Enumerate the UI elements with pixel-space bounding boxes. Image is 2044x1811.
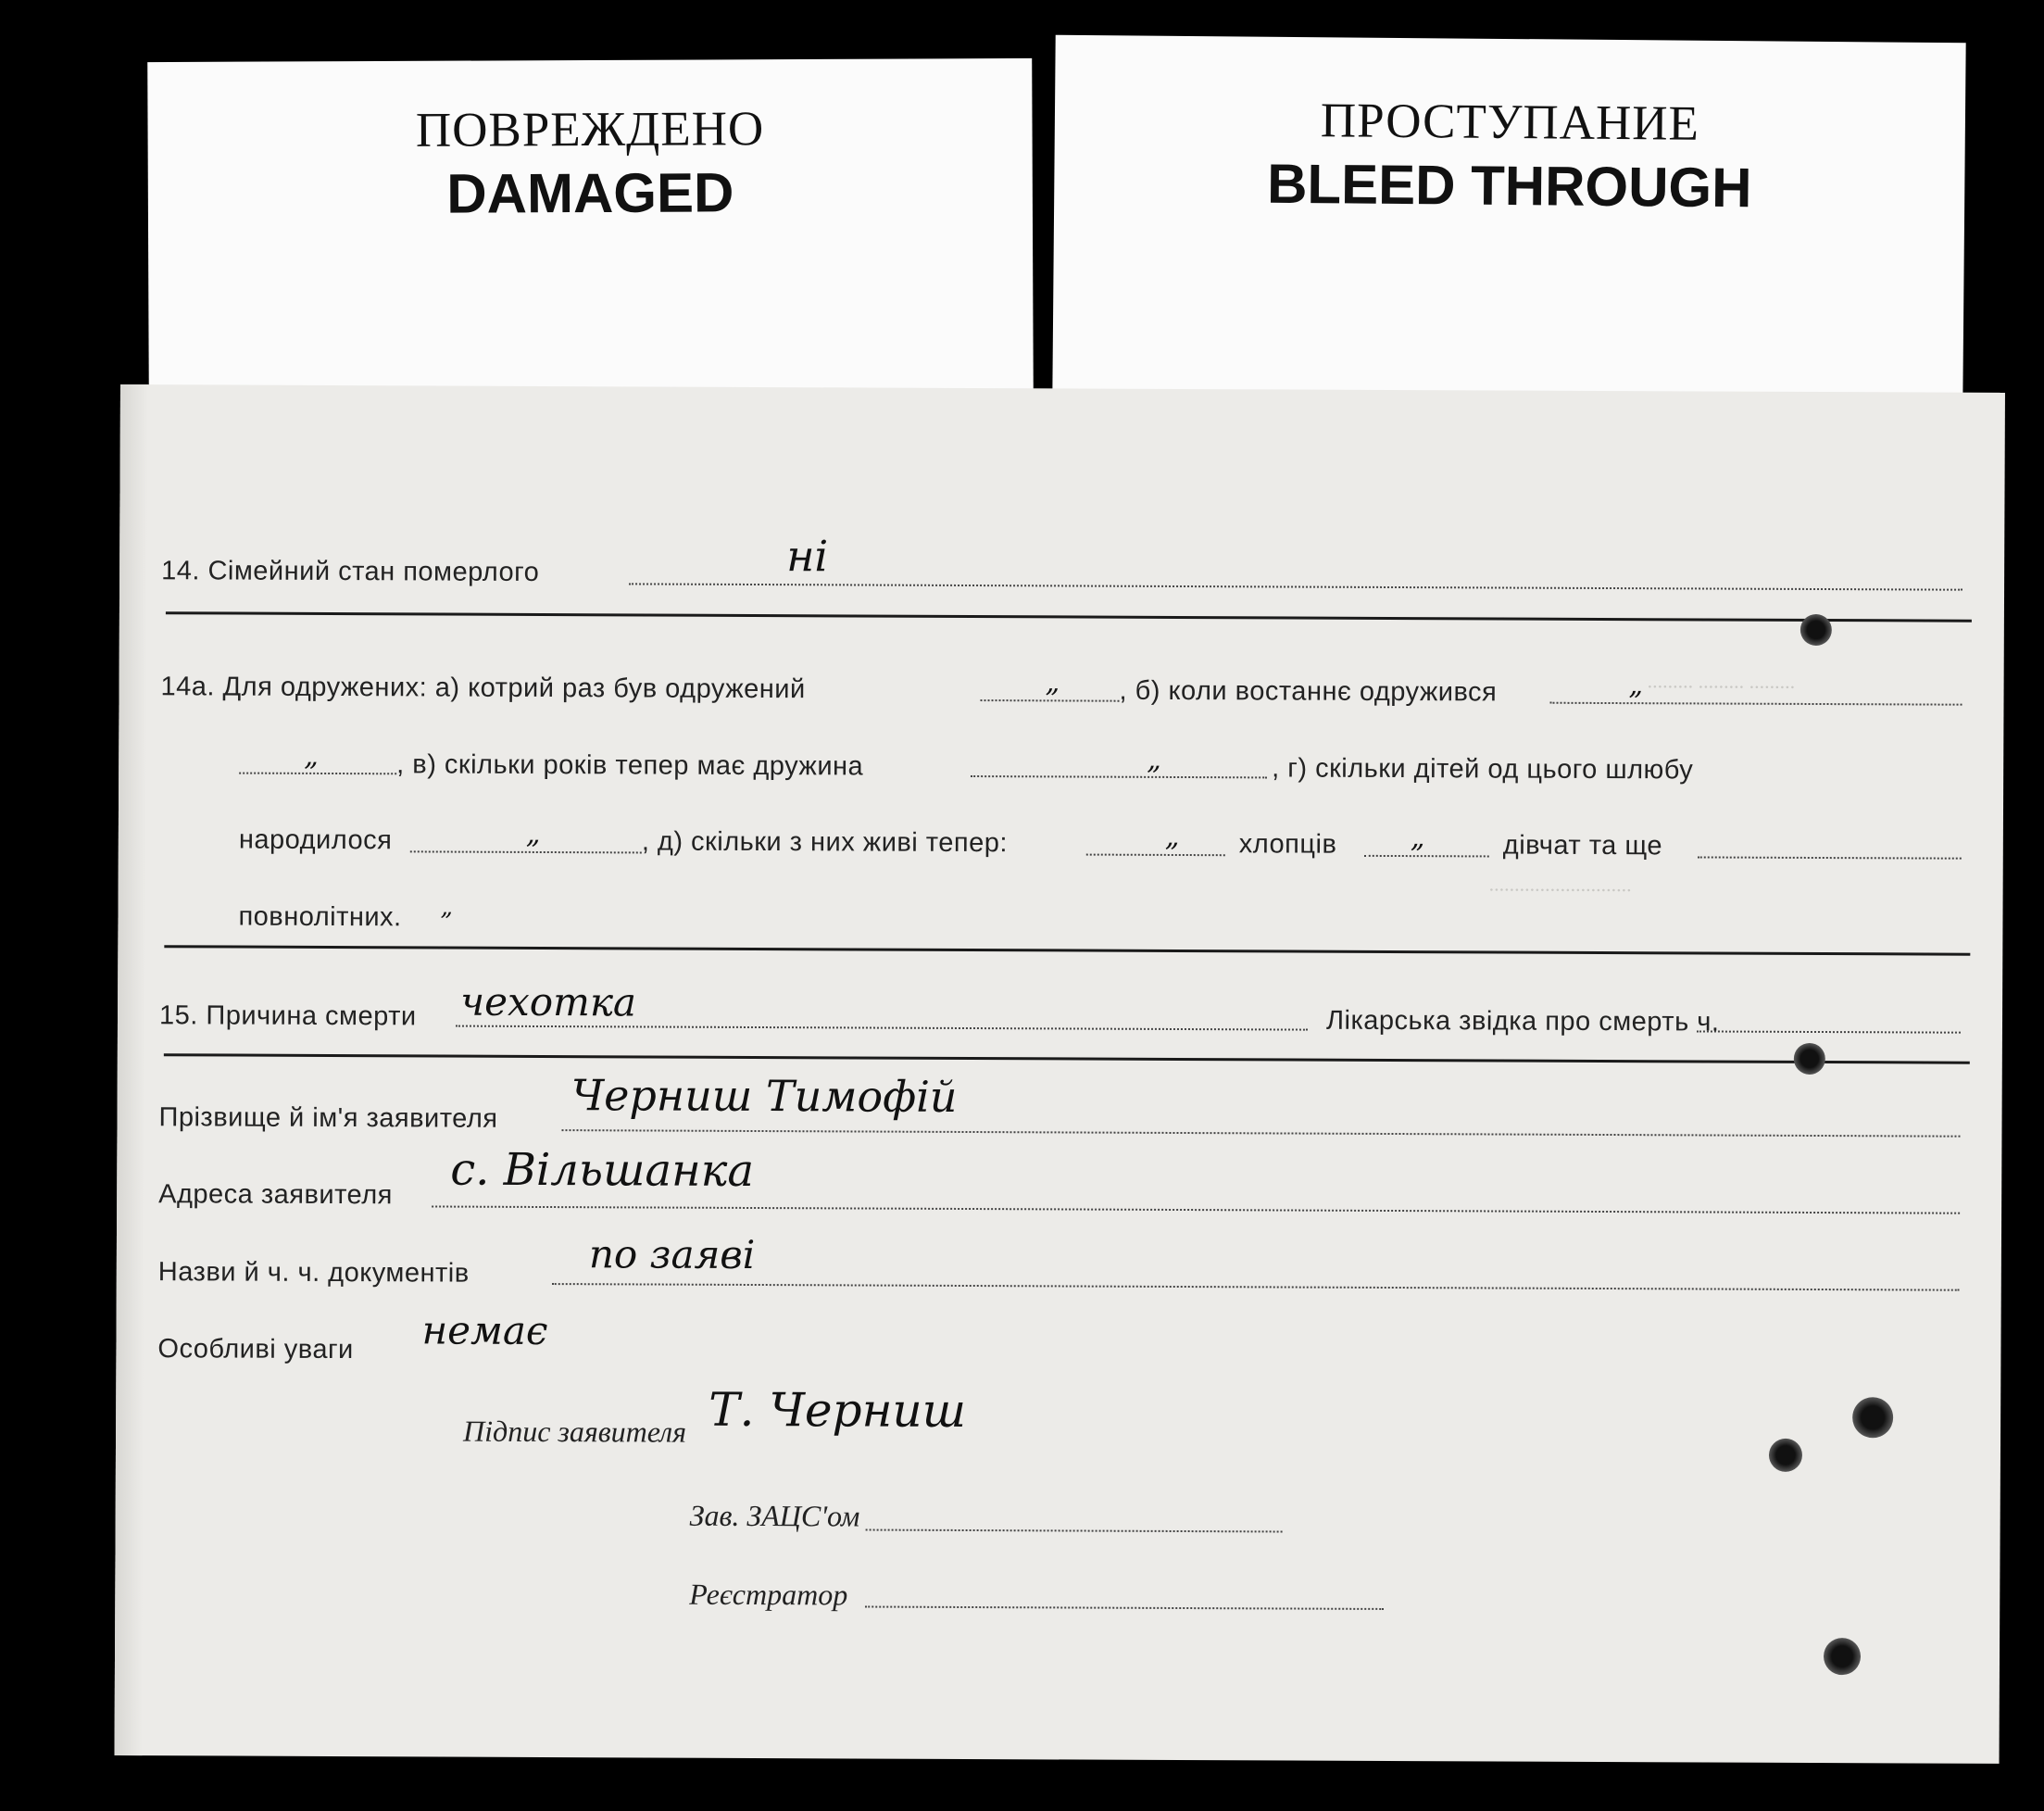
field-15-line (456, 1025, 1308, 1031)
zags-label: Зав. ЗАЦС'ом (689, 1498, 860, 1533)
field-15-medical-line (1697, 1030, 1961, 1033)
field-14a-boys-line (1086, 854, 1225, 857)
documents-value: по заяві (588, 1231, 756, 1277)
punch-hole (1769, 1439, 1802, 1472)
field-14-value: ні (786, 531, 829, 582)
field-14a-b-value: „ (1628, 669, 1644, 702)
field-14a-c-line (971, 775, 1267, 778)
bleed-card-en: BLEED THROUGH (1266, 152, 1752, 220)
signature-value: Т. Черниш (709, 1382, 967, 1438)
field-14a-born-label: народилося (238, 824, 393, 856)
damaged-card (147, 58, 1034, 396)
punch-hole (1800, 614, 1832, 646)
field-14a-a-value: „ (1045, 666, 1060, 699)
field-14a-girls-label: дівчат та ще (1502, 830, 1663, 861)
field-14a-b-line (1550, 702, 1962, 706)
field-14a-born-value: „ (525, 817, 541, 850)
applicant-name-value: Черниш Тимофій (571, 1070, 958, 1122)
documents-label: Назви й ч. ч. документів (157, 1257, 470, 1289)
field-14a-b-cont: „ (304, 739, 319, 773)
field-14-label: 14. Сімейний стан померлого (161, 556, 540, 587)
section-divider (166, 611, 1972, 623)
damaged-card-ru: ПОВРЕЖДЕНО (415, 102, 765, 157)
field-14a-c-pre-line (239, 773, 396, 775)
field-15-value: чехотка (459, 978, 637, 1025)
applicant-address-value: с. Вільшанка (450, 1143, 755, 1197)
death-record-form (115, 384, 2005, 1764)
field-14a-c-label: , в) скільки років тепер має дружина (396, 749, 864, 782)
bleed-ghost-text: ......... ......... ......... (1647, 669, 1796, 693)
registrar-line (865, 1606, 1384, 1610)
punch-hole (1794, 1043, 1825, 1075)
bleed-card-ru: ПРОСТУПАНИЕ (1320, 94, 1700, 151)
field-14a-a-line (981, 699, 1120, 702)
registrar-label: Реєстратор (689, 1577, 848, 1612)
applicant-address-label: Адреса заявителя (158, 1179, 393, 1211)
field-14a-girls-value: „ (1410, 822, 1425, 855)
section-divider (164, 1053, 1970, 1064)
damaged-card-en: DAMAGED (446, 161, 734, 225)
field-14a-born-line (410, 850, 642, 853)
field-15-label: 15. Причина смерти (158, 1000, 417, 1032)
field-14a-b-label: , б) коли востаннє одружився (1119, 675, 1498, 708)
notes-label: Особливі уваги (157, 1334, 354, 1365)
field-14a-boys-value: „ (1164, 820, 1180, 853)
field-14a-boys-label: хлопців (1238, 829, 1337, 860)
field-14a-minors-value: „ (440, 893, 454, 922)
field-15-medical-label: Лікарська звідка про смерть ч. (1325, 1005, 1720, 1038)
zags-line (866, 1529, 1283, 1533)
signature-label: Підпис заявителя (462, 1414, 687, 1449)
punch-hole (1824, 1638, 1861, 1675)
field-14a-d-label: , д) скільки з них живі тепер: (641, 826, 1009, 859)
applicant-address-line (432, 1205, 1960, 1214)
notes-value: немає (421, 1307, 548, 1354)
field-14a-g-label: , г) скільки дітей од цього шлюбу (1272, 753, 1694, 786)
field-14a-more-line (1698, 856, 1962, 859)
applicant-name-label: Прізвище й ім'я заявителя (158, 1102, 498, 1134)
documents-line (552, 1283, 1960, 1291)
bleed-ghost-text: ............................ (1488, 872, 1632, 897)
field-14a-girls-line (1364, 855, 1489, 858)
field-14-line (629, 583, 1962, 590)
field-14a-c-value: „ (1147, 743, 1161, 776)
applicant-name-line (561, 1129, 1960, 1138)
field-14a-minors-label: повнолітних. (238, 901, 402, 933)
field-14a-a-label: 14а. Для одружених: а) котрий раз був одружений (160, 672, 806, 705)
section-divider (164, 945, 1970, 956)
punch-hole (1852, 1397, 1893, 1438)
bleed-through-card (1052, 35, 1965, 405)
